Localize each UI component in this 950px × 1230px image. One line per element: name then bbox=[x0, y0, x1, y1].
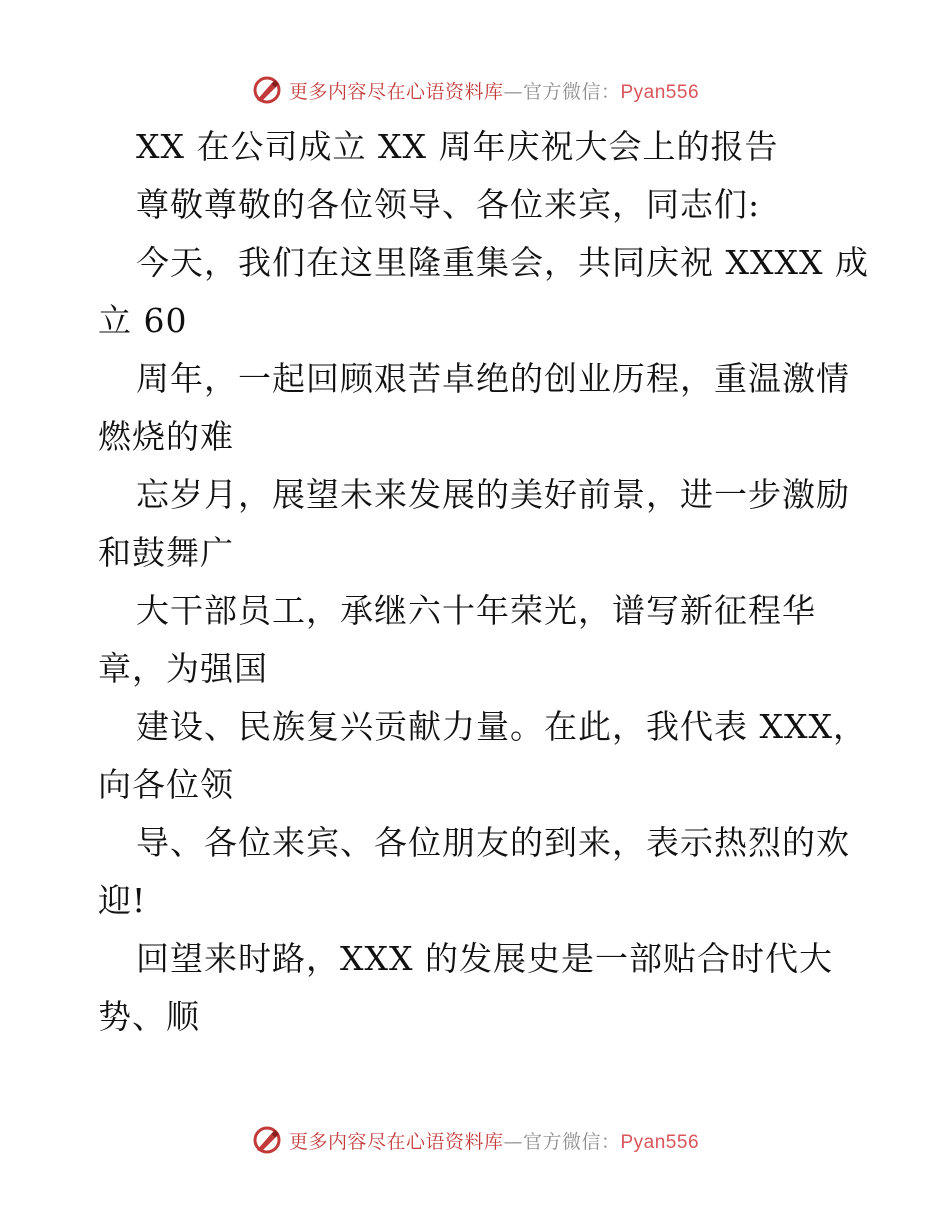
doc-line: 忘岁月，展望未来发展的美好前景，进一步激励 bbox=[136, 475, 850, 514]
doc-line: 导、各位来宾、各位朋友的到来，表示热烈的欢 bbox=[136, 823, 850, 862]
doc-line: 大干部员工，承继六十年荣光，谱写新征程华 bbox=[136, 591, 816, 630]
doc-line: 势、顺 bbox=[98, 997, 200, 1036]
doc-title: XX 在公司成立 XX 周年庆祝大会上的报告 bbox=[136, 127, 779, 166]
doc-line: 回望来时路，XXX 的发展史是一部贴合时代大 bbox=[136, 939, 833, 978]
footer-watermark bbox=[0, 1120, 950, 1160]
doc-line: 周年，一起回顾艰苦卓绝的创业历程，重温激情 bbox=[136, 359, 850, 398]
pen-logo-icon bbox=[251, 1124, 283, 1156]
doc-salutation: 尊敬尊敬的各位领导、各位来宾，同志们: bbox=[136, 185, 761, 224]
doc-line: 今天，我们在这里隆重集会，共同庆祝 XXXX 成 bbox=[136, 243, 869, 282]
watermark-main-text: 更多内容尽在心语资料库 bbox=[288, 80, 504, 103]
doc-line: 向各位领 bbox=[98, 765, 234, 804]
watermark-account: Pyan556 bbox=[620, 81, 700, 103]
doc-line: 章，为强国 bbox=[98, 649, 268, 688]
doc-line: 立 60 bbox=[98, 301, 188, 340]
pen-logo-icon bbox=[251, 74, 283, 106]
doc-line: 和鼓舞广 bbox=[98, 533, 234, 572]
watermark-dash: — bbox=[503, 1130, 523, 1153]
watermark-label: 官方微信： bbox=[522, 80, 621, 103]
watermark-account: Pyan556 bbox=[620, 1131, 700, 1153]
doc-line: 迎! bbox=[98, 881, 147, 920]
header-watermark bbox=[0, 70, 950, 110]
watermark-main-text: 更多内容尽在心语资料库 bbox=[288, 1130, 504, 1153]
doc-line: 建设、民族复兴贡献力量。在此，我代表 XXX， bbox=[136, 707, 867, 746]
watermark-label: 官方微信： bbox=[522, 1130, 621, 1153]
document-body bbox=[98, 118, 869, 1046]
doc-line: 燃烧的难 bbox=[98, 417, 234, 456]
watermark-dash: — bbox=[503, 80, 523, 103]
